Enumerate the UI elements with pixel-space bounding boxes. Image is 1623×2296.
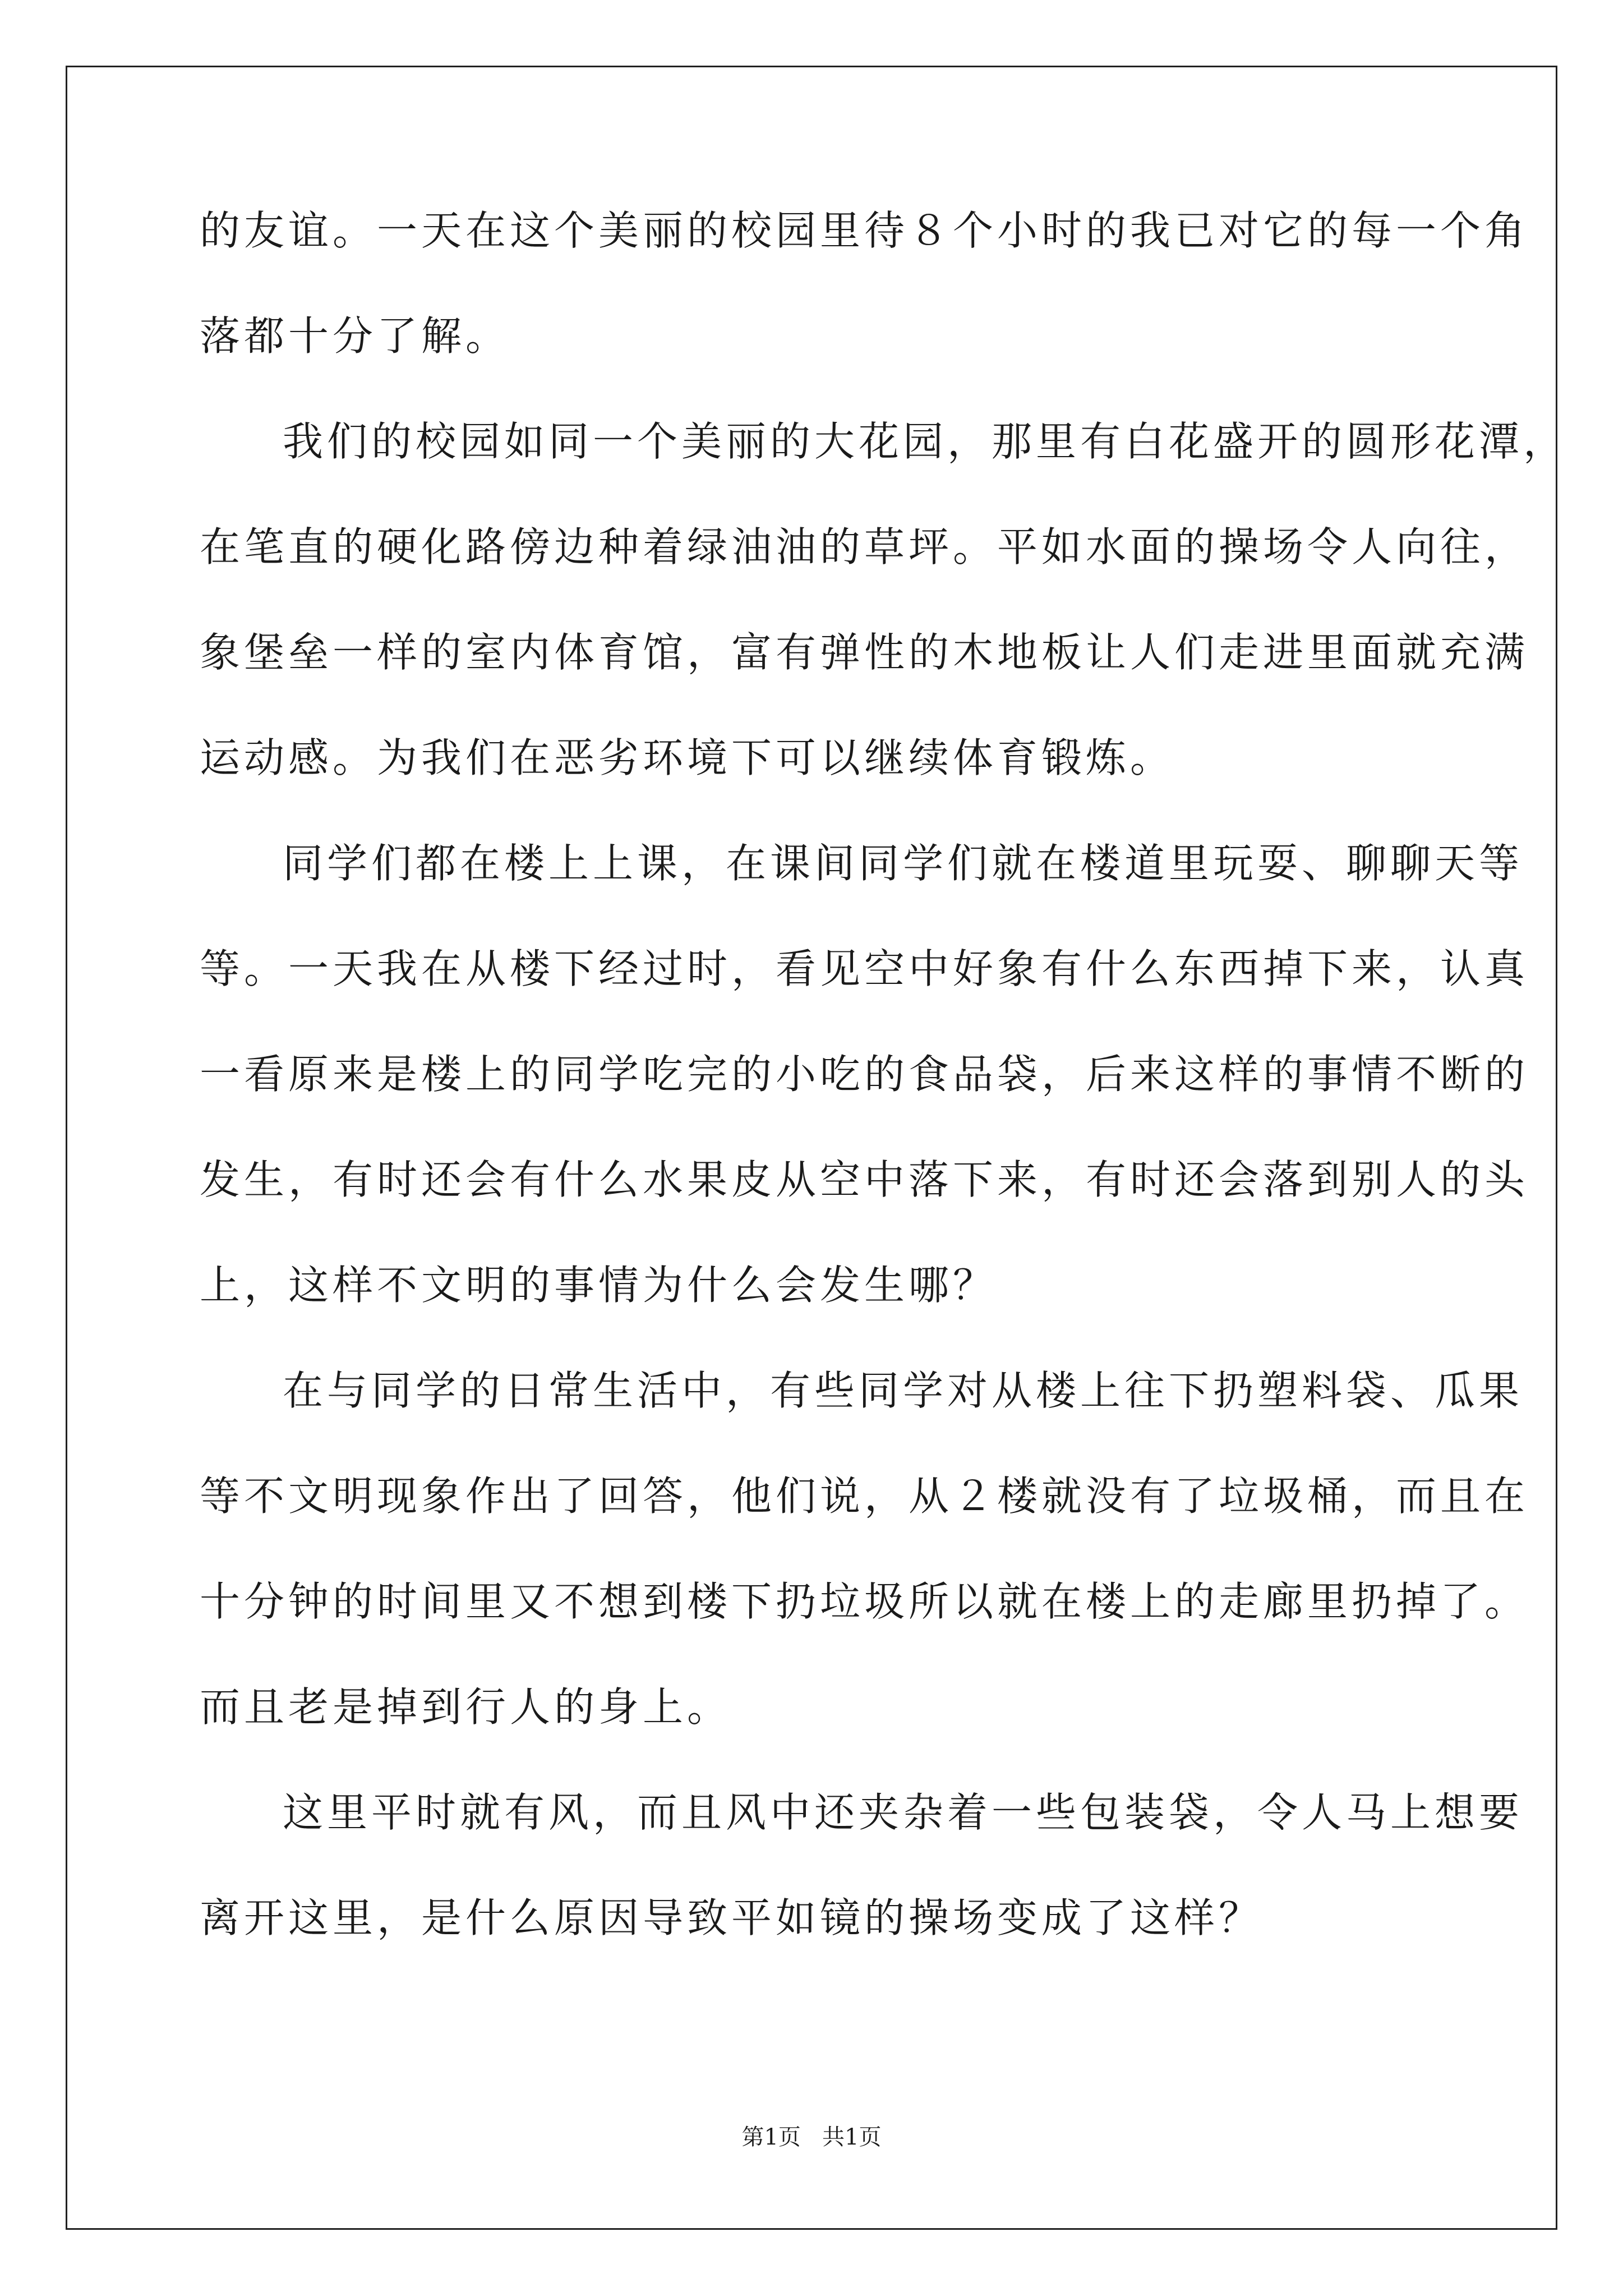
text-line: 象堡垒一样的室内体育馆，富有弹性的木地板让人们走进里面就充满 <box>200 629 1529 676</box>
text-line: 在笔直的硬化路傍边种着绿油油的草坪。平如水面的操场令人向往， <box>200 523 1529 570</box>
text-line: 一看原来是楼上的同学吃完的小吃的食品袋，后来这样的事情不断的 <box>200 1051 1529 1098</box>
text-line: 我们的校园如同一个美丽的大花园，那里有白花盛开的圆形花潭， <box>283 418 1568 465</box>
text-line: 同学们都在楼上上课，在课间同学们就在楼道里玩耍、聊聊天等 <box>283 840 1524 887</box>
text-line: 而且老是掉到行人的身上。 <box>200 1683 732 1731</box>
text-line: 运动感。为我们在恶劣环境下可以继续体育锻炼。 <box>200 734 1175 781</box>
text-line: 离开这里，是什么原因导致平如镜的操场变成了这样？ <box>200 1894 1264 1941</box>
text-line: 落都十分了解。 <box>200 312 510 360</box>
page-number-footer: 第1页 共1页 <box>741 2124 882 2150</box>
text-line: 在与同学的日常生活中，有些同学对从楼上往下扔塑料袋、瓜果 <box>283 1367 1524 1414</box>
text-line: 发生，有时还会有什么水果皮从空中落下来，有时还会落到别人的头 <box>200 1156 1529 1203</box>
text-line: 十分钟的时间里又不想到楼下扔垃圾所以就在楼上的走廊里扔掉了。 <box>200 1578 1529 1625</box>
text-line: 等不文明现象作出了回答，他们说，从２楼就没有了垃圾桶，而且在 <box>200 1473 1529 1520</box>
text-line: 上，这样不文明的事情为什么会发生哪？ <box>200 1262 998 1309</box>
text-line: 等。一天我在从楼下经过时，看见空中好象有什么东西掉下来，认真 <box>200 945 1529 992</box>
text-line: 这里平时就有风，而且风中还夹杂着一些包装袋，令人马上想要 <box>283 1789 1524 1836</box>
text-line: 的友谊。一天在这个美丽的校园里待８个小时的我已对它的每一个角 <box>200 207 1529 254</box>
